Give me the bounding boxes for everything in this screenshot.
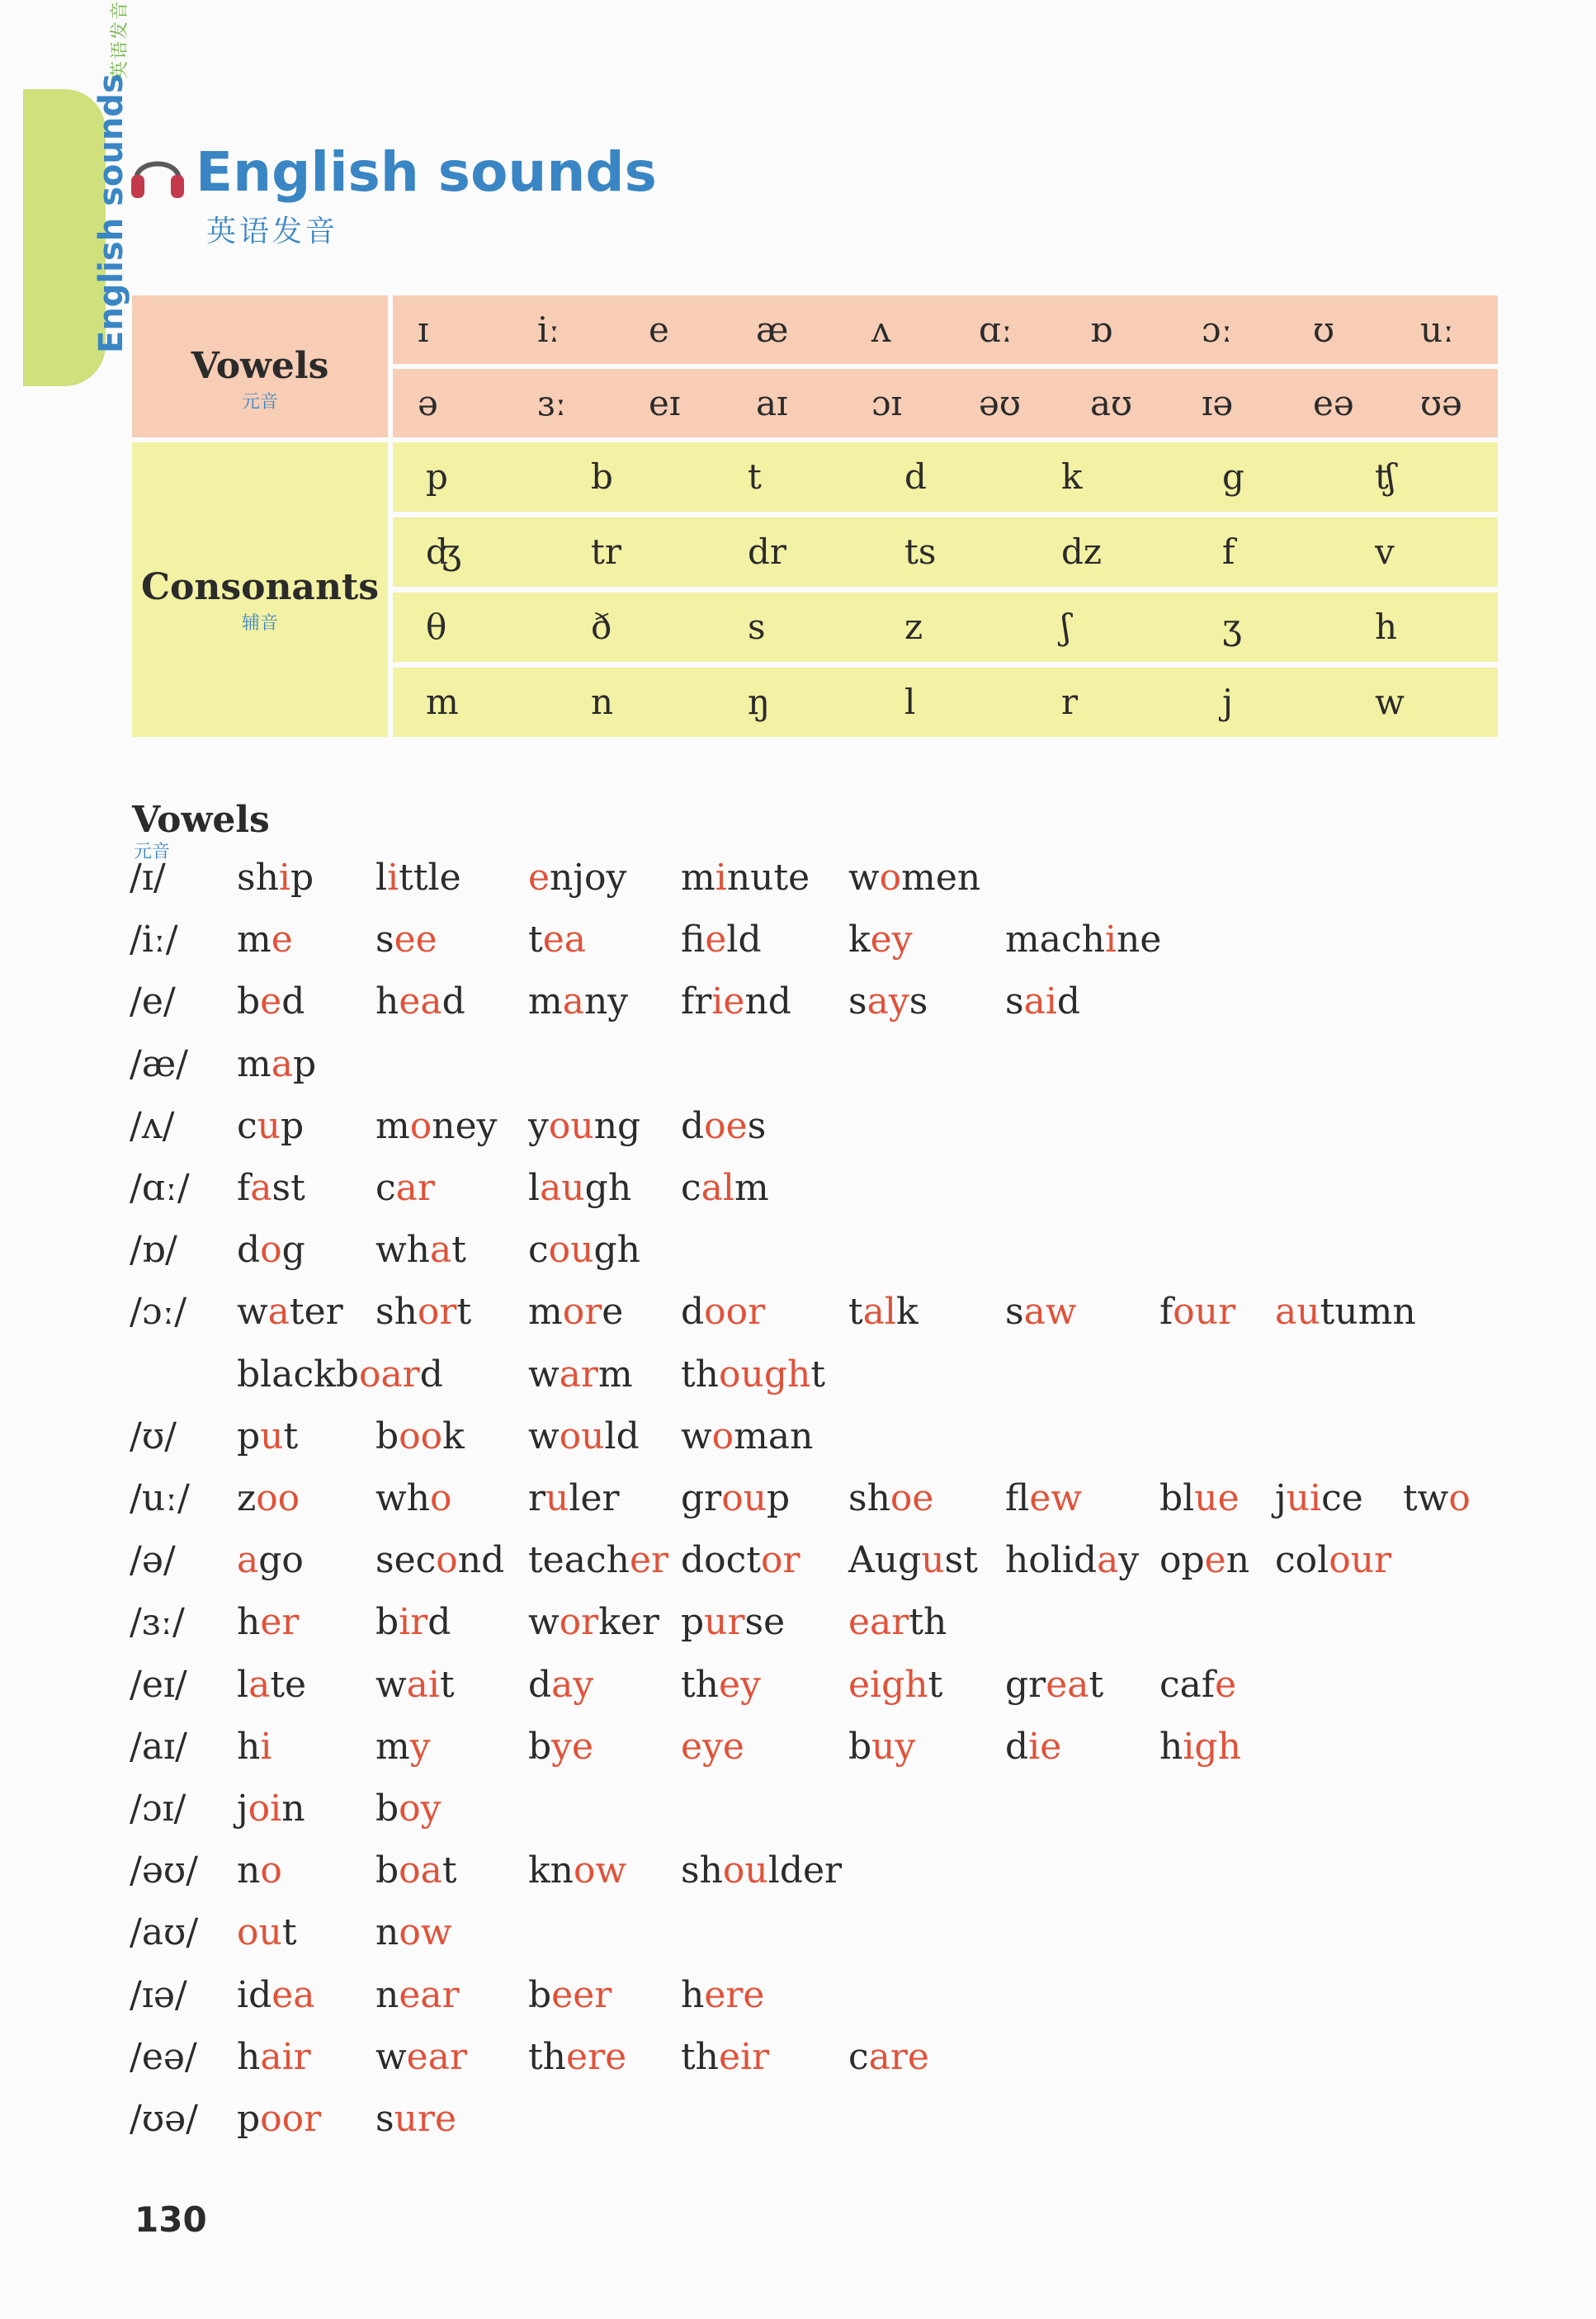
vowel-symbol: aɪ [756,383,788,423]
example-word: field [681,919,762,961]
example-word: dog [237,1229,305,1272]
consonant-symbol: ts [904,531,937,572]
example-word: holiday [1005,1539,1140,1582]
example-word: ruler [528,1477,620,1519]
vowel-symbol: ɜː [537,383,567,423]
ipa-table [132,295,1498,737]
example-word: map [237,1042,317,1085]
example-word: blue [1159,1477,1239,1519]
example-word: money [375,1104,498,1147]
consonant-symbol-row [393,442,1498,512]
example-word: group [681,1477,791,1519]
consonant-symbol: f [1222,531,1235,572]
vowel-symbol: ɔɪ [871,383,902,423]
consonant-symbol: k [1061,456,1083,497]
example-word: ship [237,857,314,899]
example-word: earth [848,1601,947,1644]
example-word: sure [375,2098,457,2140]
example-word: shoe [848,1477,934,1519]
example-word: book [375,1415,465,1457]
example-word: little [375,857,461,899]
vowel-symbol-row [393,295,1498,364]
phoneme-label: /eə/ [130,2035,197,2078]
example-word: minute [681,857,810,899]
example-word: no [237,1849,282,1892]
consonant-symbol: n [591,682,614,722]
example-word: flew [1005,1477,1083,1519]
example-word: idea [237,1973,315,2016]
example-word: woman [681,1415,814,1457]
example-word: enjoy [528,857,627,899]
example-word: cafe [1159,1663,1237,1706]
example-word: women [848,857,981,899]
example-word: my [375,1725,431,1768]
consonant-symbol: ʧ [1375,456,1396,497]
consonant-symbol: p [426,456,448,497]
example-word: worker [528,1601,659,1644]
consonants-sublabel: 辅音 [241,613,278,634]
example-word: shoulder [681,1849,843,1892]
example-word: tea [528,919,586,961]
example-word: says [848,980,928,1023]
example-word: wait [375,1663,455,1706]
example-word: colour [1275,1539,1392,1582]
vowel-symbol: əʊ [979,383,1021,423]
example-word: young [528,1104,641,1147]
example-word: what [375,1229,466,1272]
consonant-symbol: ʒ [1222,607,1242,647]
vowel-symbol: aʊ [1090,383,1133,423]
example-word: cup [237,1104,305,1147]
consonant-symbol: v [1375,531,1395,572]
example-word: blackboard [237,1353,443,1396]
example-word: her [237,1601,300,1644]
consonants-label: Consonants [140,566,380,608]
phoneme-label: /e/ [130,980,176,1023]
example-word: zoo [237,1477,300,1519]
example-word: purse [681,1601,786,1644]
phoneme-label: /ʊ/ [130,1415,177,1457]
consonant-symbol: s [748,607,766,647]
example-word: teacher [528,1539,669,1582]
consonant-symbol: ʃ [1061,607,1071,647]
example-word: wear [375,2035,467,2078]
vowel-symbol: ʊ [1313,309,1335,350]
vowel-symbol: ɪə [1202,383,1234,423]
example-word: bed [237,980,305,1023]
vowel-symbol: ɒ [1090,309,1112,350]
side-tab-title: English sounds [92,73,130,353]
example-word: key [848,919,913,961]
example-word: autumn [1275,1291,1416,1334]
example-word: know [528,1849,627,1892]
consonant-symbol: j [1222,682,1234,722]
consonant-symbol: l [904,682,916,722]
example-word: me [237,919,293,961]
vowel-symbol: iː [537,309,560,350]
consonant-symbol-row [393,668,1498,737]
phoneme-label: /ɑː/ [130,1167,190,1209]
consonant-symbol: z [904,607,923,647]
page-subtitle: 英语发音 [206,215,339,248]
phoneme-label: /eɪ/ [130,1663,187,1706]
example-word: juice [1275,1477,1363,1519]
example-word: near [375,1973,460,2016]
vowel-symbol: ɔː [1202,309,1233,350]
consonant-symbol: b [591,456,613,497]
consonant-symbol-row [393,517,1498,587]
example-word: there [528,2035,627,2078]
example-word: hi [237,1725,272,1768]
vowels-label: Vowels [191,345,329,387]
vowel-symbol: ɑː [979,309,1013,350]
example-word: buy [848,1725,916,1768]
example-word: who [375,1477,452,1519]
vowel-symbol: eə [1313,383,1354,423]
consonant-symbol: dz [1061,531,1103,572]
example-word: water [237,1291,343,1334]
consonant-symbol-row [393,593,1498,662]
example-word: out [237,1911,297,1954]
example-word: day [528,1663,594,1706]
consonant-symbol: w [1375,682,1405,722]
phoneme-label: /əʊ/ [130,1849,198,1892]
phoneme-label: /iː/ [130,919,178,961]
example-word: boy [375,1788,441,1830]
example-word: many [528,980,629,1023]
consonant-symbol: r [1061,682,1079,722]
phoneme-label: /ɔː/ [130,1291,187,1334]
phoneme-label: /aʊ/ [130,1911,199,1954]
vowel-symbol: ə [418,383,438,423]
example-word: short [375,1291,472,1334]
consonant-symbol: t [748,456,762,497]
phoneme-label: /ɜː/ [130,1601,185,1644]
vowels-section-subtitle: 元音 [134,842,171,862]
vowel-symbol: ʊə [1420,383,1462,423]
example-word: warm [528,1353,633,1396]
phoneme-label: /ɔɪ/ [130,1788,187,1830]
phoneme-label: /aɪ/ [130,1725,187,1768]
phoneme-label: /uː/ [130,1477,190,1519]
example-word: door [681,1291,766,1334]
example-word: boat [375,1849,457,1892]
example-word: cough [528,1229,640,1272]
side-tab-subtitle: 英语发音 [110,0,130,80]
example-word: would [528,1415,640,1457]
example-word: doctor [681,1539,800,1582]
vowels-section-title: Vowels [132,799,270,841]
example-word: talk [848,1291,918,1334]
example-word: saw [1005,1291,1077,1334]
example-word: they [681,1663,761,1706]
vowel-symbol: e [649,309,669,350]
example-word: bird [375,1601,451,1644]
example-word: beer [528,1973,612,2016]
example-word: car [375,1167,435,1209]
consonant-symbol: ŋ [748,682,771,722]
consonant-symbol: g [1222,456,1244,497]
consonant-symbol: m [426,682,459,722]
consonant-symbol: ð [591,607,612,647]
example-word: see [375,919,437,961]
example-word: join [237,1788,305,1830]
consonant-symbol: h [1375,607,1398,647]
example-word: head [375,980,465,1023]
example-word: ago [237,1539,304,1582]
consonant-symbol: ʤ [426,531,462,572]
example-word: now [375,1911,452,1954]
consonant-symbol: tr [591,531,621,572]
vowels-sublabel: 元音 [241,392,278,413]
example-word: said [1005,980,1081,1023]
example-word: August [848,1539,978,1582]
example-word: laugh [528,1167,632,1209]
example-word: thought [681,1353,826,1396]
headphones-icon [128,144,187,203]
phoneme-label: /ʊə/ [130,2098,198,2140]
vowel-symbol: ʌ [871,309,891,350]
consonant-symbol: θ [426,607,447,647]
example-word: their [681,2035,770,2078]
example-word: poor [237,2098,322,2140]
example-word: late [237,1663,307,1706]
example-word: die [1005,1725,1062,1768]
vowel-symbol-row [393,369,1498,437]
phoneme-label: /ɪə/ [130,1973,187,2016]
example-word: fast [237,1167,305,1209]
example-word: calm [681,1167,769,1209]
example-word: put [237,1415,299,1457]
example-word: four [1159,1291,1236,1334]
example-word: more [528,1291,624,1334]
page-number: 130 [135,2199,207,2240]
example-word: friend [681,980,791,1023]
example-word: eight [848,1663,943,1706]
example-word: bye [528,1725,594,1768]
example-word: eye [681,1725,744,1768]
consonant-symbol: d [904,456,927,497]
phoneme-label: /ɒ/ [130,1229,177,1272]
phoneme-label: /ʌ/ [130,1104,175,1147]
example-word: hair [237,2035,311,2078]
example-word: high [1159,1725,1241,1768]
phoneme-label: /ə/ [130,1539,176,1582]
example-word: care [848,2035,929,2078]
example-word: here [681,1973,765,2016]
phoneme-label: /æ/ [130,1042,189,1085]
page-title: English sounds [196,140,657,204]
vowel-symbol: uː [1420,309,1455,350]
vowel-symbol: ɪ [418,309,429,350]
side-tab [23,73,130,386]
example-word: open [1159,1539,1250,1582]
example-word: great [1005,1663,1104,1706]
phoneme-label: /ɪ/ [130,857,166,899]
vowel-symbol: eɪ [649,383,681,423]
vowel-symbol: æ [756,309,789,350]
example-word: two [1403,1477,1471,1519]
example-word: machine [1005,919,1162,961]
vowels-label-cell [132,295,388,437]
example-word: does [681,1104,767,1147]
example-word: second [375,1539,505,1582]
consonants-label-cell [132,442,388,737]
consonant-symbol: dr [748,531,786,572]
